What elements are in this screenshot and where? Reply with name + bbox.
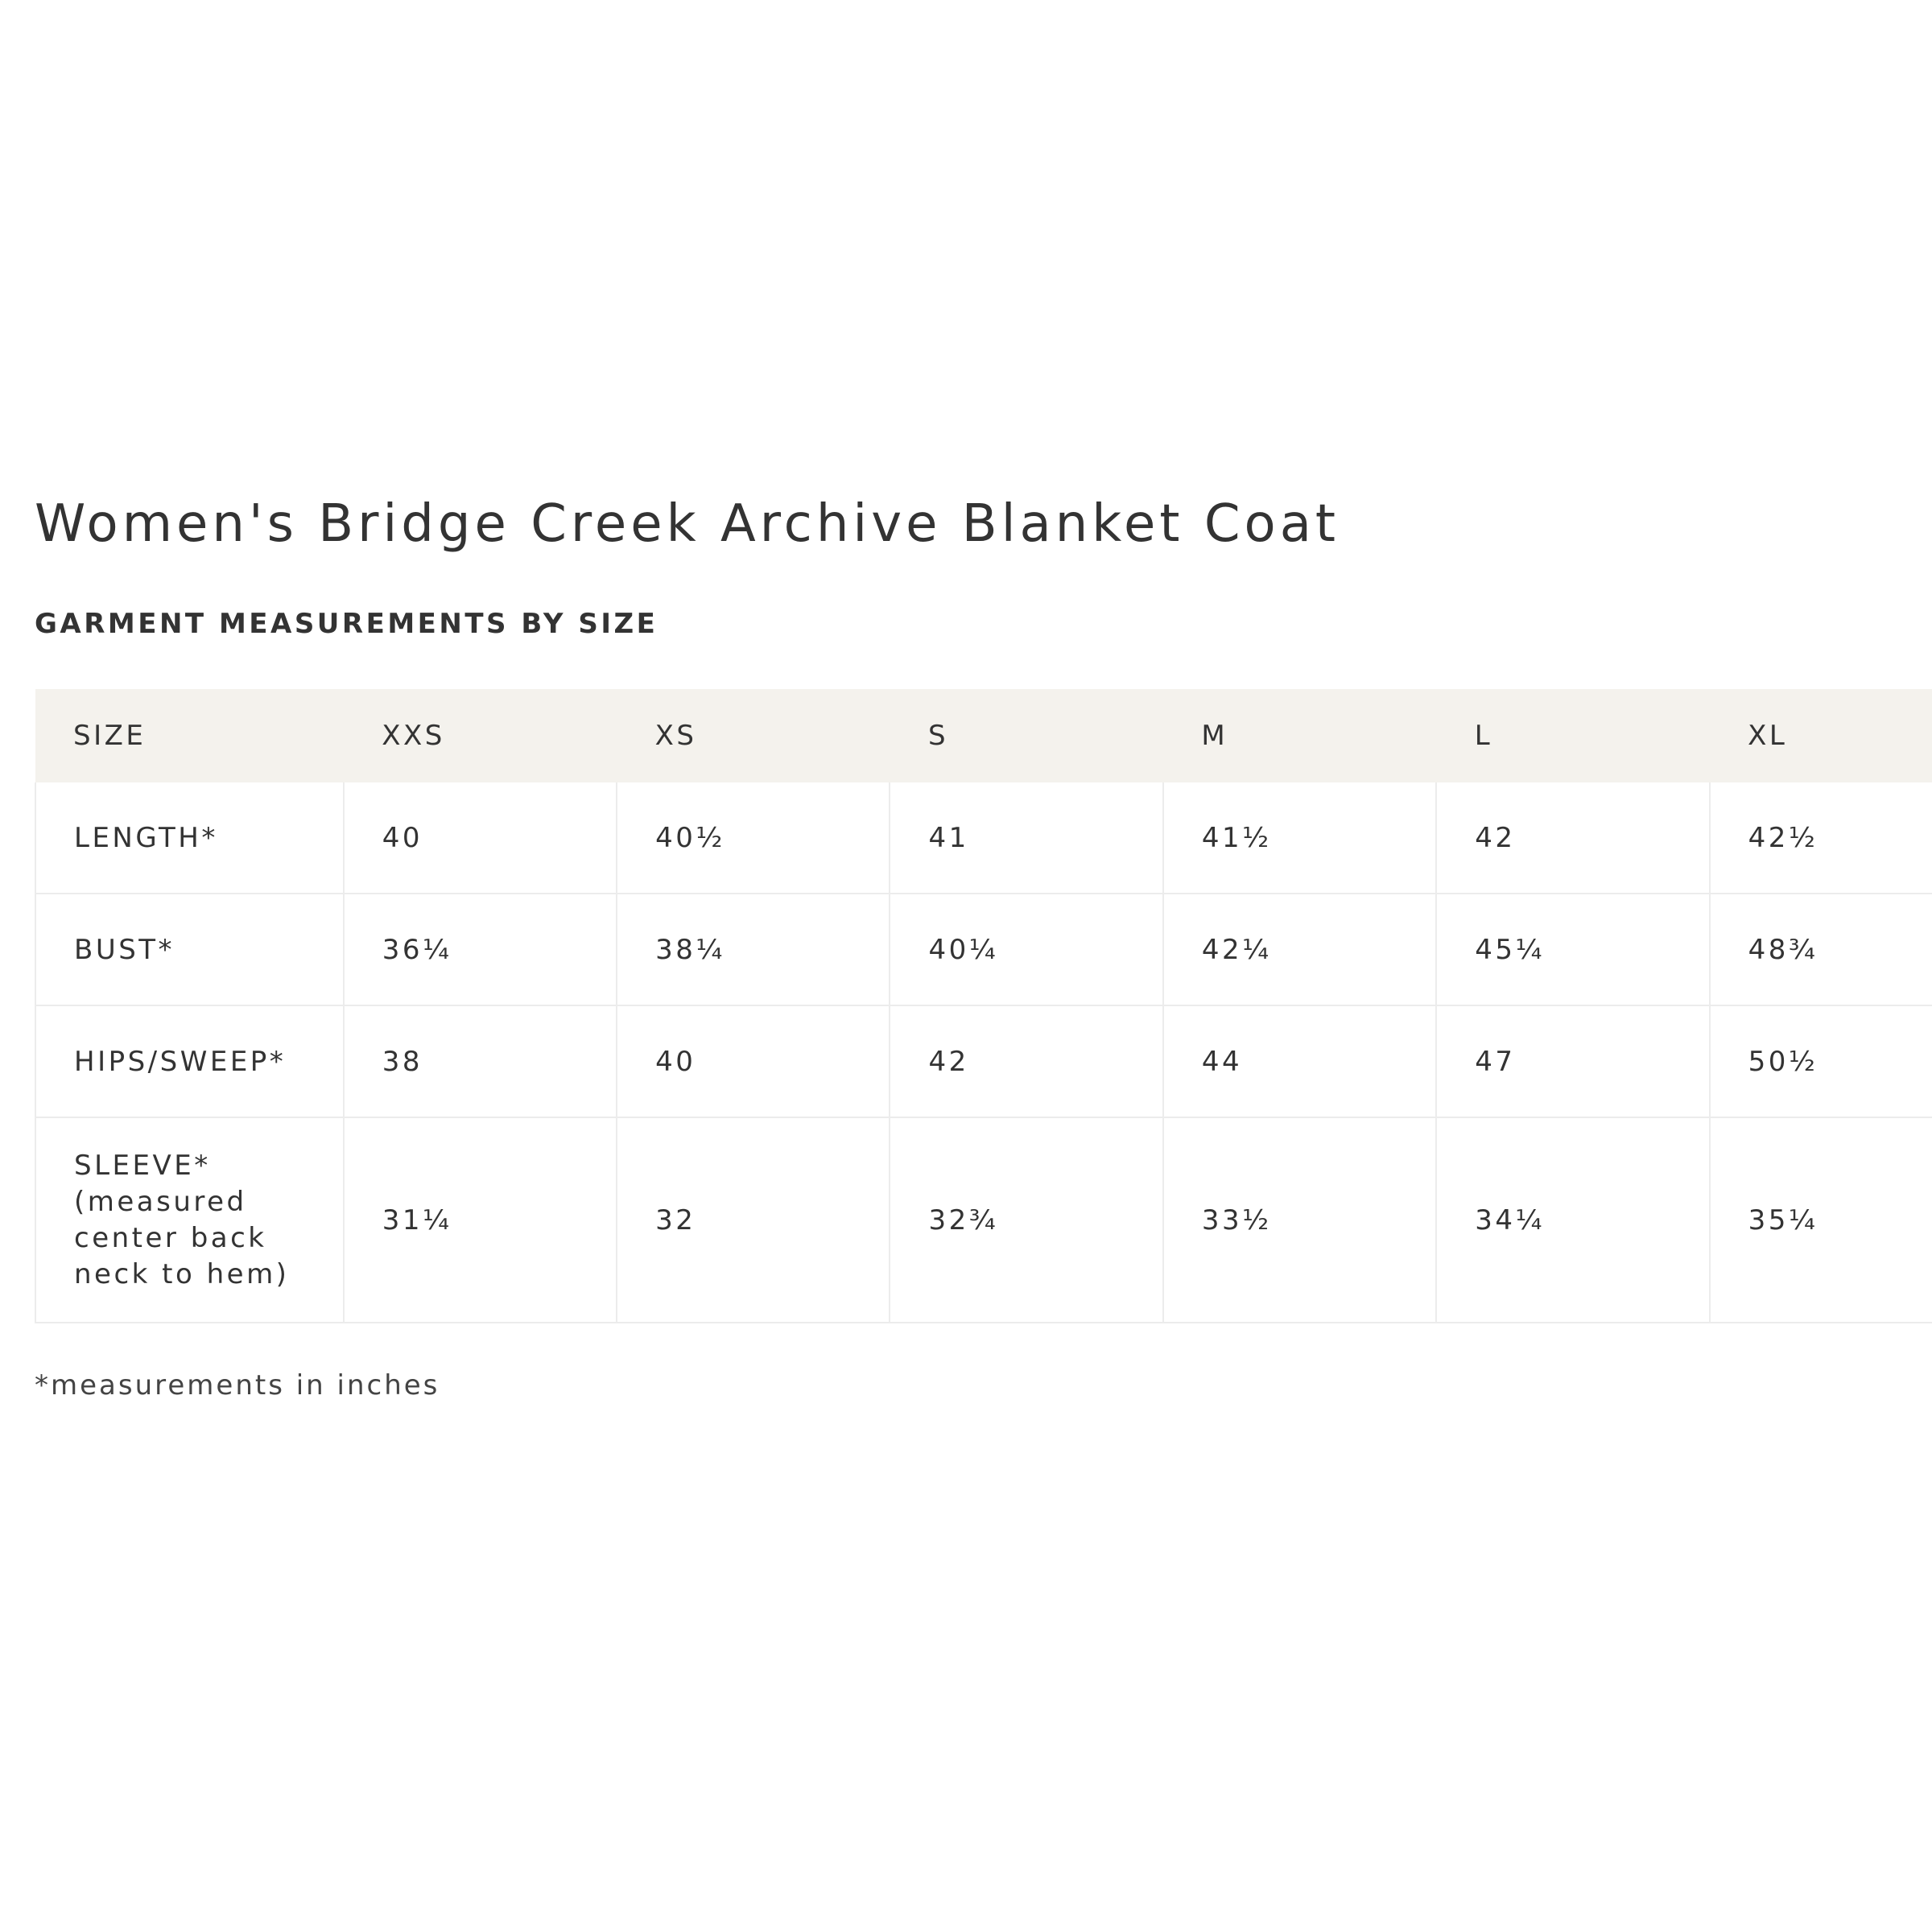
- table-cell: 35¼: [1710, 1117, 1932, 1323]
- table-cell: 45¼: [1436, 894, 1709, 1005]
- header-cell-s: S: [927, 720, 949, 752]
- table-cell: 42½: [1710, 782, 1932, 894]
- size-chart-table: [35, 689, 1932, 1323]
- table-cell: 33½: [1163, 1117, 1436, 1323]
- table-subtitle: GARMENT MEASUREMENTS BY SIZE: [35, 608, 658, 640]
- table-header-row: [35, 689, 1932, 782]
- table-cell: 42: [1436, 782, 1709, 894]
- table-cell: 42: [890, 1005, 1162, 1117]
- table-cell: 32¾: [890, 1117, 1162, 1323]
- table-cell: 38¼: [617, 894, 890, 1005]
- table-cell: 40: [344, 782, 617, 894]
- table-cell: 47: [1436, 1005, 1709, 1117]
- row-label-hips-sweep: HIPS/SWEEP*: [35, 1005, 344, 1117]
- table-cell: 50½: [1710, 1005, 1932, 1117]
- table-cell: 34¼: [1436, 1117, 1709, 1323]
- table-cell: 41½: [1163, 782, 1436, 894]
- table-cell: 31¼: [344, 1117, 617, 1323]
- row-label-length: LENGTH*: [35, 782, 344, 894]
- header-cell-xs: XS: [654, 720, 697, 752]
- row-label-bust: BUST*: [35, 894, 344, 1005]
- header-cell-xl: XL: [1748, 720, 1788, 752]
- page-title: Women's Bridge Creek Archive Blanket Coat: [35, 494, 1340, 554]
- size-chart-container: [35, 689, 1932, 1323]
- table-cell: 40½: [617, 782, 890, 894]
- sleeve-label-text: SLEEVE* (measured center back neck to hem): [74, 1149, 290, 1290]
- header-cell-l: L: [1474, 720, 1493, 752]
- table-cell: 42¼: [1163, 894, 1436, 1005]
- table-cell: 40: [617, 1005, 890, 1117]
- table-row-length: [35, 782, 1932, 894]
- row-label-sleeve: [35, 1117, 344, 1323]
- table-cell: 41: [890, 782, 1162, 894]
- measurement-footnote: *measurements in inches: [35, 1369, 440, 1402]
- table-cell: 44: [1163, 1005, 1436, 1117]
- header-cell-xxs: XXS: [382, 720, 445, 752]
- header-cell-size: SIZE: [73, 720, 147, 752]
- header-cell-m: M: [1201, 720, 1228, 752]
- table-row-hips-sweep: [35, 1005, 1932, 1117]
- table-cell: 36¼: [344, 894, 617, 1005]
- table-cell: 40¼: [890, 894, 1162, 1005]
- table-cell: 38: [344, 1005, 617, 1117]
- table-row-bust: [35, 894, 1932, 1005]
- table-row-sleeve: [35, 1117, 1932, 1323]
- table-cell: 32: [617, 1117, 890, 1323]
- table-cell: 48¾: [1710, 894, 1932, 1005]
